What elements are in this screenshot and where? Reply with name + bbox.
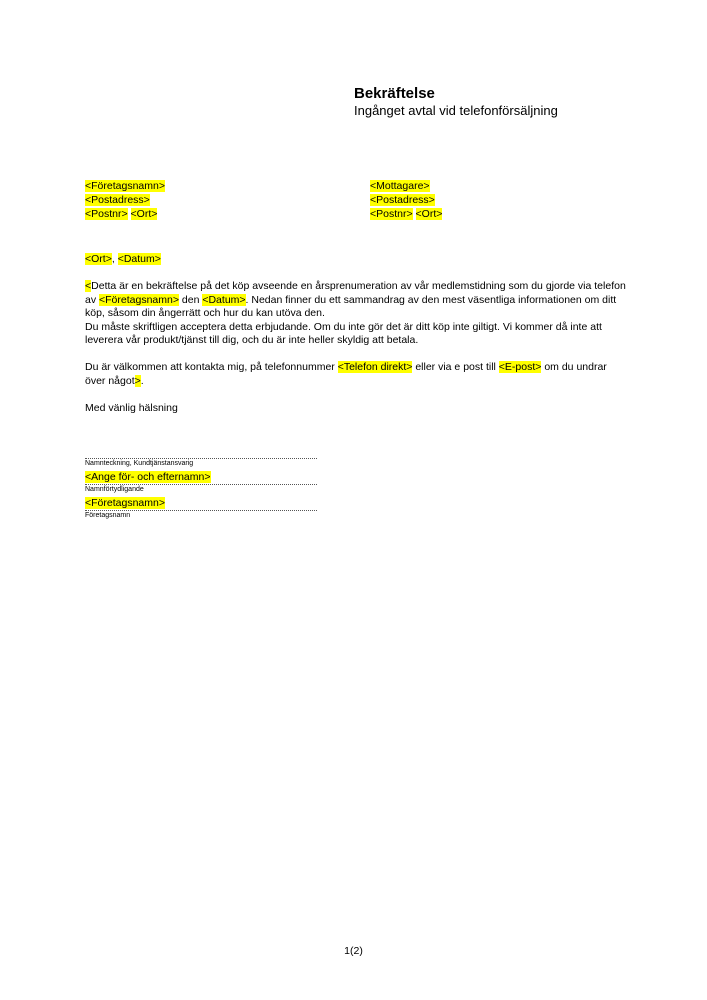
place-and-date: [85, 252, 161, 266]
placeholder-company: <Företagsnamn>: [99, 293, 179, 306]
placeholder-open-bracket: <: [85, 280, 92, 292]
paragraph-text: Du är välkommen att kontakta mig, på telefonnummer: [85, 361, 338, 373]
paragraph-text: om du undrar över något: [85, 361, 607, 387]
sender-city: <Ort>: [130, 208, 158, 220]
paragraph-acceptance: Du måste skriftligen acceptera detta erbjudande. Om du inte gör det är ditt köp inte giltigt. Vi kommer då inte att leverera vår produkt/tjänst till dig, och du är inte heller skyldig att betala.: [85, 320, 602, 346]
signature-block: [85, 458, 317, 520]
letter-body: [85, 280, 630, 415]
paragraph-text: .: [140, 374, 144, 387]
document-header: [354, 85, 558, 119]
paragraph-text: den: [178, 293, 203, 306]
recipient-postal-address: <Postadress>: [370, 194, 435, 206]
placeholder-date: <Datum>: [202, 293, 246, 306]
paragraph-text: Detta är en bekräftelse på det köp avseende en årsprenumeration av vår medlemstidning som du gjorde via telefon av: [85, 280, 626, 306]
signature-caption: Namnteckning, Kundtjänstansvarig: [85, 460, 194, 467]
signer-company-placeholder: <Företagsnamn>: [85, 497, 165, 509]
dateline-city: <Ort>: [85, 253, 112, 265]
dateline-date: <Datum>: [117, 253, 161, 265]
placeholder-email: <E-post>: [498, 361, 542, 373]
document-title: Bekräftelse: [354, 85, 435, 102]
recipient-city: <Ort>: [415, 208, 443, 220]
sender-postal-address: <Postadress>: [85, 194, 150, 206]
sender-company: <Företagsnamn>: [85, 180, 165, 192]
closing-greeting: Med vänlig hälsning: [85, 401, 178, 414]
recipient-postal-code: <Postnr>: [370, 208, 413, 220]
paragraph-spacer: [85, 388, 630, 402]
paragraph-confirmation: [85, 280, 630, 321]
sender-postal-code: <Postnr>: [85, 208, 128, 220]
company-caption: Företagsnamn: [85, 512, 131, 519]
paragraph-contact: [85, 361, 630, 388]
signer-name-placeholder: <Ange för- och efternamn>: [85, 471, 211, 483]
recipient-address-block: [370, 179, 442, 221]
paragraph-spacer: [85, 348, 630, 362]
paragraph-text: . Nedan finner du ett sammandrag av den mest väsentliga informationen om ditt köp, såsom din ångerrätt och hur du kan utöva den.: [85, 293, 617, 319]
recipient-name: <Mottagare>: [370, 180, 430, 192]
dateline-separator: ,: [111, 253, 118, 265]
page-number: 1(2): [344, 945, 363, 957]
placeholder-phone: <Telefon direkt>: [337, 361, 413, 373]
sender-address-block: [85, 179, 165, 221]
placeholder-close-bracket: >: [134, 374, 141, 387]
document-subtitle: Ingånget avtal vid telefonförsäljning: [354, 103, 558, 118]
name-clarification-caption: Namnförtydligande: [85, 486, 144, 493]
paragraph-text: eller via e post till: [412, 361, 499, 373]
